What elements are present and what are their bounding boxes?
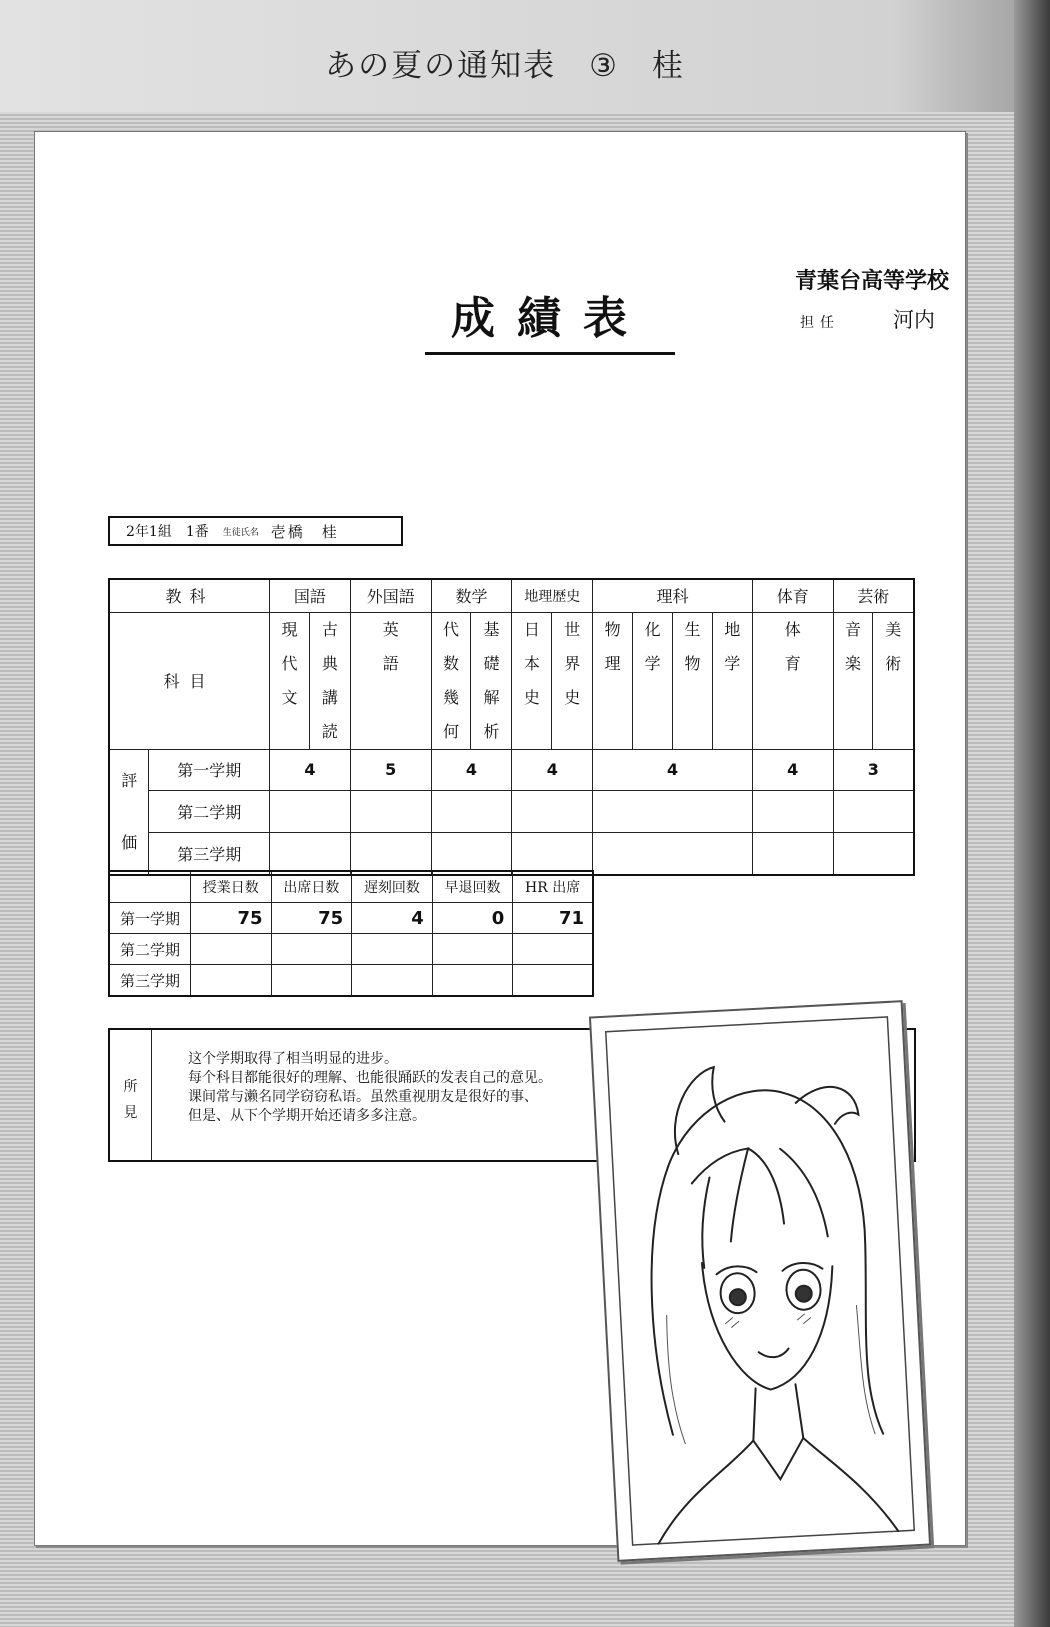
category-cell: 芸術 [833,579,914,612]
page-edge-shadow [1014,0,1050,1627]
term-label: 第二学期 [109,934,191,965]
attendance-header: 授業日数 [191,871,272,903]
teacher-label: 担任 [800,315,840,331]
category-cell: 地理歴史 [512,579,593,612]
attendance-header: HR 出席 [513,871,593,903]
teacher-name: 河内 [893,308,935,332]
attendance-cell: 75 [271,903,352,934]
student-info [108,516,403,546]
category-cell: 国語 [270,579,351,612]
remarks-text [188,1050,552,1126]
attendance-header: 遅刻回数 [352,871,433,903]
term-label: 第三学期 [149,833,270,875]
grade-cell: 4 [752,749,833,791]
girl-portrait-illustration [591,1002,929,1559]
category-header: 教科 [109,579,270,612]
subject-cell: 英語 [382,619,399,673]
grade-cell: 5 [350,749,431,791]
student-class: 2年1組 1番 [126,524,209,540]
remarks-line: 但是、从下个学期开始还请多多注意。 [188,1108,426,1124]
attendance-table [108,870,594,997]
subject-cell: 現代文 [281,619,298,707]
term-label: 第三学期 [109,965,191,997]
term-label: 第一学期 [109,903,191,934]
subject-cell: 音楽 [845,619,862,673]
student-photo [589,1000,931,1562]
subject-header: 科目 [109,612,270,749]
attendance-cell: 4 [352,903,433,934]
subject-cell: 地学 [724,619,741,673]
remarks-label: 所見 [110,1030,152,1160]
eval-label: 評価 [109,749,149,875]
attendance-header: 出席日数 [271,871,352,903]
grade-cell: 4 [270,749,351,791]
remarks-line: 这个学期取得了相当明显的进步。 [188,1051,398,1067]
attendance-cell: 71 [513,903,593,934]
subject-cell: 代数幾何 [443,619,460,741]
grade-cell: 3 [833,749,914,791]
attendance-cell: 75 [191,903,272,934]
remarks-line: 每个科目都能很好的理解、也能很踊跃的发表自己的意见。 [188,1070,552,1086]
category-cell: 外国語 [350,579,431,612]
grade-cell: 4 [431,749,512,791]
attendance-header: 早退回数 [432,871,513,903]
card-title: 成績表 [425,282,675,355]
subject-cell: 日本史 [523,619,540,707]
subject-cell: 体育 [784,619,801,673]
subject-cell: 物理 [604,619,621,673]
subject-cell: 化学 [644,619,661,673]
subject-cell: 古典講読 [321,619,338,741]
student-name-label: 生徒氏名 [222,527,259,538]
term-label: 第二学期 [149,791,270,833]
school-name: 青葉台高等学校 [795,268,950,294]
category-cell: 数学 [431,579,512,612]
remarks-line: 课间常与濑名同学窃窃私语。虽然重视朋友是很好的事、 [188,1089,538,1105]
grade-cell: 4 [512,749,593,791]
subject-cell: 基礎解析 [483,619,500,741]
category-cell: 理科 [593,579,753,612]
category-cell: 体育 [752,579,833,612]
student-name: 壱橋 桂 [270,522,339,541]
grade-cell: 4 [593,749,753,791]
term-label: 第一学期 [149,749,270,791]
attendance-cell: 0 [432,903,513,934]
page-title: あの夏の通知表 ③ 桂 [325,48,685,84]
grades-table [108,578,915,876]
subject-cell: 美術 [885,619,902,673]
subject-cell: 世界史 [564,619,581,707]
subject-cell: 生物 [684,619,701,673]
